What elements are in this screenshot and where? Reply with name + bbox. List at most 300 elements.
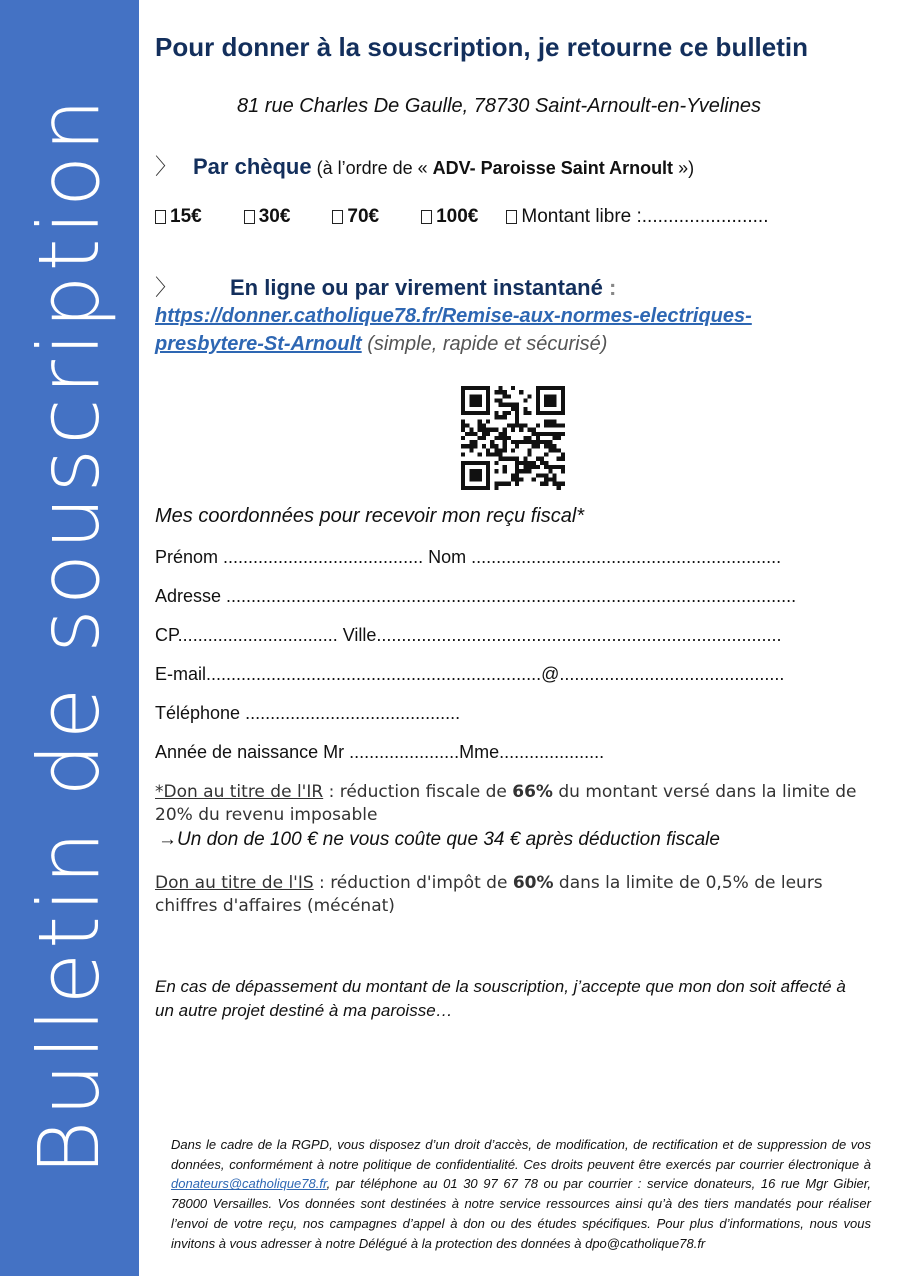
qr-module [523,461,527,465]
qr-module [465,461,469,465]
qr-module [561,390,565,394]
qr-module [473,469,477,473]
field-phone[interactable]: Téléphone ........................................... [155,703,461,723]
qr-module [540,473,544,477]
qr-module [478,473,482,477]
qr-module [544,411,548,415]
qr-module [482,423,486,427]
qr-module [519,478,523,482]
qr-module [519,440,523,444]
qr-module [465,432,469,436]
qr-module [540,457,544,461]
qr-module [561,432,565,436]
qr-module [511,478,515,482]
qr-module [503,415,507,419]
qr-module [536,386,540,390]
qr-module [494,482,498,486]
qr-module [553,448,557,452]
qr-module [536,394,540,398]
qr-module [561,407,565,411]
qr-module [515,415,519,419]
qr-module [469,444,473,448]
qr-module [478,423,482,427]
qr-module [465,423,469,427]
qr-module [523,398,527,402]
is-label: Don au titre de l'IS [155,873,314,893]
qr-module [503,411,507,415]
tax-example: →Un don de 100 € ne vous coûte que 34 € après déduction fiscale [158,829,720,850]
qr-module [540,386,544,390]
qr-module [536,390,540,394]
qr-module [482,432,486,436]
online-section: 〉 En ligne ou par virement instantané : [155,271,616,302]
qr-module [511,386,515,390]
amount-option[interactable]: 15€ [155,206,202,228]
qr-module [473,461,477,465]
qr-module [473,386,477,390]
field-postcode-city[interactable]: CP................................ Ville................................................................................. [155,625,782,645]
qr-module [486,465,490,469]
qr-module [507,436,511,440]
amount-option[interactable]: 100€ [421,206,478,228]
qr-module [490,444,494,448]
qr-module [461,436,465,440]
qr-module [553,473,557,477]
qr-module [469,398,473,402]
qr-module [478,453,482,457]
qr-module [561,423,565,427]
qr-module [511,407,515,411]
qr-module [503,444,507,448]
qr-module [544,482,548,486]
qr-module [473,411,477,415]
qr-module [494,461,498,465]
qr-module [503,403,507,407]
qr-module [544,440,548,444]
qr-module [553,436,557,440]
qr-module [532,465,536,469]
qr-module [511,448,515,452]
qr-module [494,469,498,473]
qr-module [461,403,465,407]
qr-module [553,423,557,427]
qr-module [507,394,511,398]
qr-module [478,386,482,390]
field-firstname-lastname[interactable]: Prénom ........................................ Nom .............................................................. [155,547,782,567]
qr-module [540,482,544,486]
online-title: En ligne ou par virement instantané [230,275,603,300]
qr-module [528,453,532,457]
qr-module [561,411,565,415]
qr-module [507,403,511,407]
qr-module [511,423,515,427]
qr-module [519,461,523,465]
qr-module [461,486,465,490]
qr-module [498,436,502,440]
qr-module [465,386,469,390]
qr-module [548,403,552,407]
field-address[interactable]: Adresse .................................................................................................................. [155,586,797,606]
qr-module [528,394,532,398]
qr-module [528,448,532,452]
qr-module [515,461,519,465]
qr-module [515,444,519,448]
qr-module [482,444,486,448]
qr-module [503,469,507,473]
qr-module [461,473,465,477]
qr-module [469,394,473,398]
coordinates-title: Mes coordonnées pour recevoir mon reçu fiscal* [155,505,585,527]
qr-module [561,457,565,461]
qr-module [486,432,490,436]
amount-options [155,206,768,228]
amount-option[interactable]: 70€ [332,206,379,228]
qr-module [548,394,552,398]
qr-module [494,444,498,448]
qr-module [561,403,565,407]
qr-module [478,469,482,473]
qr-module [482,428,486,432]
qr-module [532,432,536,436]
qr-module [540,432,544,436]
qr-module [486,473,490,477]
qr-module [515,457,519,461]
qr-module [548,423,552,427]
qr-module [469,403,473,407]
qr-module [469,469,473,473]
donation-link-cont[interactable]: presbytere-St-Arnoult [155,333,362,355]
qr-module [507,423,511,427]
checkbox[interactable] [421,210,432,224]
qr-module [515,482,519,486]
qr-module [511,440,515,444]
qr-module [461,428,465,432]
qr-module [486,448,490,452]
qr-module [544,465,548,469]
qr-code[interactable] [461,386,565,490]
qr-module [461,386,465,390]
qr-module [469,411,473,415]
amount-option[interactable]: 30€ [244,206,291,228]
qr-module [498,482,502,486]
qr-module [511,473,515,477]
qr-module [557,423,561,427]
qr-module [473,398,477,402]
qr-module [473,440,477,444]
qr-module [536,407,540,411]
qr-module [478,403,482,407]
is-percent: 60% [512,873,554,893]
qr-module [469,428,473,432]
qr-module [478,478,482,482]
page-title: Pour donner à la souscription, je retourne ce bulletin [155,32,808,62]
qr-module [473,432,477,436]
sidebar-title: Bulletin de souscription [20,94,118,1176]
qr-module [561,469,565,473]
chevron-right-icon: 〉 [155,275,178,300]
qr-module [507,457,511,461]
qr-module [548,448,552,452]
qr-module [469,432,473,436]
qr-module [511,457,515,461]
qr-module [553,411,557,415]
ir-percent: 66% [512,782,553,802]
cheque-title: Par chèque [193,154,312,179]
qr-module [544,386,548,390]
qr-module [561,465,565,469]
qr-module [461,407,465,411]
qr-module [494,390,498,394]
qr-module [490,440,494,444]
qr-module [561,453,565,457]
qr-module [557,432,561,436]
qr-module [536,411,540,415]
qr-module [544,432,548,436]
qr-module [553,482,557,486]
qr-module [494,436,498,440]
qr-module [536,432,540,436]
qr-module [478,411,482,415]
qr-module [503,457,507,461]
qr-module [482,461,486,465]
qr-module [536,465,540,469]
checkbox[interactable] [332,210,343,224]
qr-module [486,411,490,415]
qr-module [544,478,548,482]
qr-module [478,461,482,465]
qr-module [511,428,515,432]
qr-module [553,398,557,402]
qr-module [478,428,482,432]
qr-module [461,419,465,423]
qr-module [490,453,494,457]
qr-module [461,478,465,482]
qr-module [498,448,502,452]
tax-note-is: Don au titre de l'IS : réduction d'impôt de 60% dans la limite de 0,5% de leurs chiffres d'affaires (mécénat) [155,873,823,916]
qr-module [482,436,486,440]
cheque-suffix: ») [673,158,695,178]
qr-module [536,457,540,461]
qr-module [486,390,490,394]
qr-module [461,444,465,448]
qr-module [557,482,561,486]
qr-module [469,440,473,444]
cheque-prefix: (à l’ordre de « [311,158,433,178]
qr-module [478,398,482,402]
qr-module [503,394,507,398]
qr-module [503,448,507,452]
qr-module [540,440,544,444]
qr-module [469,386,473,390]
qr-module [461,469,465,473]
qr-module [523,423,527,427]
qr-module [503,440,507,444]
ir-label: Don au titre de l'IR [163,782,324,802]
chevron-right-icon: 〉 [155,154,178,179]
qr-module [528,436,532,440]
qr-module [544,423,548,427]
qr-module [553,386,557,390]
qr-module [498,415,502,419]
qr-module [557,411,561,415]
qr-module [494,411,498,415]
qr-module [473,486,477,490]
qr-module [519,428,523,432]
qr-module [494,428,498,432]
qr-module [469,478,473,482]
qr-module [486,461,490,465]
qr-module [532,444,536,448]
qr-module [486,482,490,486]
qr-module [528,461,532,465]
qr-module [494,415,498,419]
qr-module [503,436,507,440]
qr-module [557,486,561,490]
qr-module [498,453,502,457]
qr-module [461,411,465,415]
qr-module [536,444,540,448]
donation-link-block [155,302,855,358]
qr-module [473,394,477,398]
qr-module [557,465,561,469]
qr-module [544,398,548,402]
link-note: (simple, rapide et sécurisé) [361,333,608,355]
qr-module [548,411,552,415]
qr-module [486,478,490,482]
qr-module [553,432,557,436]
qr-module [557,457,561,461]
qr-module [498,432,502,436]
qr-module [528,411,532,415]
qr-module [486,419,490,423]
qr-module [515,403,519,407]
qr-module [503,482,507,486]
qr-module [544,453,548,457]
qr-module [536,436,540,440]
sidebar-band [0,0,139,1276]
qr-module [478,394,482,398]
qr-module [494,398,498,402]
qr-module [461,461,465,465]
qr-module [461,398,465,402]
qr-module [548,444,552,448]
qr-module [469,473,473,477]
qr-module [461,482,465,486]
tax-note-ir: *Don au titre de l'IR : réduction fiscale de 66% du montant versé dans la limite de 20% du revenu imposable [155,782,857,825]
qr-module [498,390,502,394]
qr-module [523,411,527,415]
qr-module [461,453,465,457]
qr-module [461,423,465,427]
qr-module [532,461,536,465]
checkbox[interactable] [155,210,166,224]
amount-free[interactable]: Montant libre :........................ [506,206,768,228]
qr-module [561,482,565,486]
qr-module [548,478,552,482]
qr-module [544,394,548,398]
cheque-section [155,150,694,181]
excess-consent-note: En cas de dépassement du montant de la souscription, j’accepte que mon don soit affecté à un autre projet destiné à ma paroisse… [155,977,846,1020]
qr-module [482,386,486,390]
qr-module [532,428,536,432]
qr-module [490,428,494,432]
qr-module [515,423,519,427]
qr-module [536,398,540,402]
qr-module [528,465,532,469]
qr-module [519,423,523,427]
qr-module [544,419,548,423]
qr-module [498,398,502,402]
qr-module [511,403,515,407]
qr-module [540,461,544,465]
qr-module [548,419,552,423]
qr-module [473,444,477,448]
qr-module [486,453,490,457]
qr-module [515,478,519,482]
qr-module [498,403,502,407]
rgpd-email-link[interactable]: donateurs@catholique78.fr [171,1176,327,1192]
qr-module [515,469,519,473]
qr-module [498,457,502,461]
qr-module [494,486,498,490]
qr-module [465,444,469,448]
qr-module [507,482,511,486]
qr-module [544,461,548,465]
qr-module [482,411,486,415]
qr-module [544,403,548,407]
qr-module [486,469,490,473]
cheque-payee: ADV- Paroisse Saint Arnoult [432,158,674,178]
qr-module [469,461,473,465]
qr-module [515,411,519,415]
qr-module [532,440,536,444]
qr-module [523,457,527,461]
qr-module [553,403,557,407]
qr-module [557,448,561,452]
field-birth-year[interactable]: Année de naissance Mr ......................Mme..................... [155,742,605,762]
qr-module [503,432,507,436]
qr-module [548,465,552,469]
qr-module [548,432,552,436]
qr-module [523,407,527,411]
qr-module [536,403,540,407]
donation-link[interactable]: https://donner.catholique78.fr/Remise-aux-normes-electriques- [155,305,752,327]
qr-module [515,465,519,469]
qr-module [553,419,557,423]
qr-module [473,403,477,407]
qr-module [553,478,557,482]
qr-module [486,428,490,432]
checkbox[interactable] [244,210,255,224]
qr-module [523,469,527,473]
qr-module [515,473,519,477]
qr-module [557,386,561,390]
return-address: 81 rue Charles De Gaulle, 78730 Saint-Arnoult-en-Yvelines [237,95,761,117]
qr-module [515,407,519,411]
qr-module [482,486,486,490]
field-email[interactable]: E-mail...................................................................@............................................. [155,664,785,684]
qr-module [523,440,527,444]
qr-module [507,411,511,415]
qr-module [536,440,540,444]
qr-module [461,390,465,394]
checkbox[interactable] [506,210,517,224]
qr-module [469,448,473,452]
qr-module [486,486,490,490]
qr-module [523,465,527,469]
rgpd-notice: Dans le cadre de la RGPD, vous disposez d’un droit d’accès, de modification, de rectification et de suppression de vos données, conformément à notre politique de confidentialité. Ces droits peuvent être exercés par courrier électronique à donateurs@catholique78.fr, par téléphone au 01 30 97 67 78 ou par courrier : service donateurs, 16 rue Mgr Gibier, 78000 Versailles. Vos données sont destinées à notre service ressources ainsi qu’à des tiers mandatés pour réaliser l’envoi de votre reçu, nos campagnes d’appel à don ou des études spécifiques. Pour plus d’informations, nous vous invitons à vous adresser à notre Délégué à la protection des données à dpo@catholique78.fr [171,1137,871,1251]
qr-module [498,386,502,390]
